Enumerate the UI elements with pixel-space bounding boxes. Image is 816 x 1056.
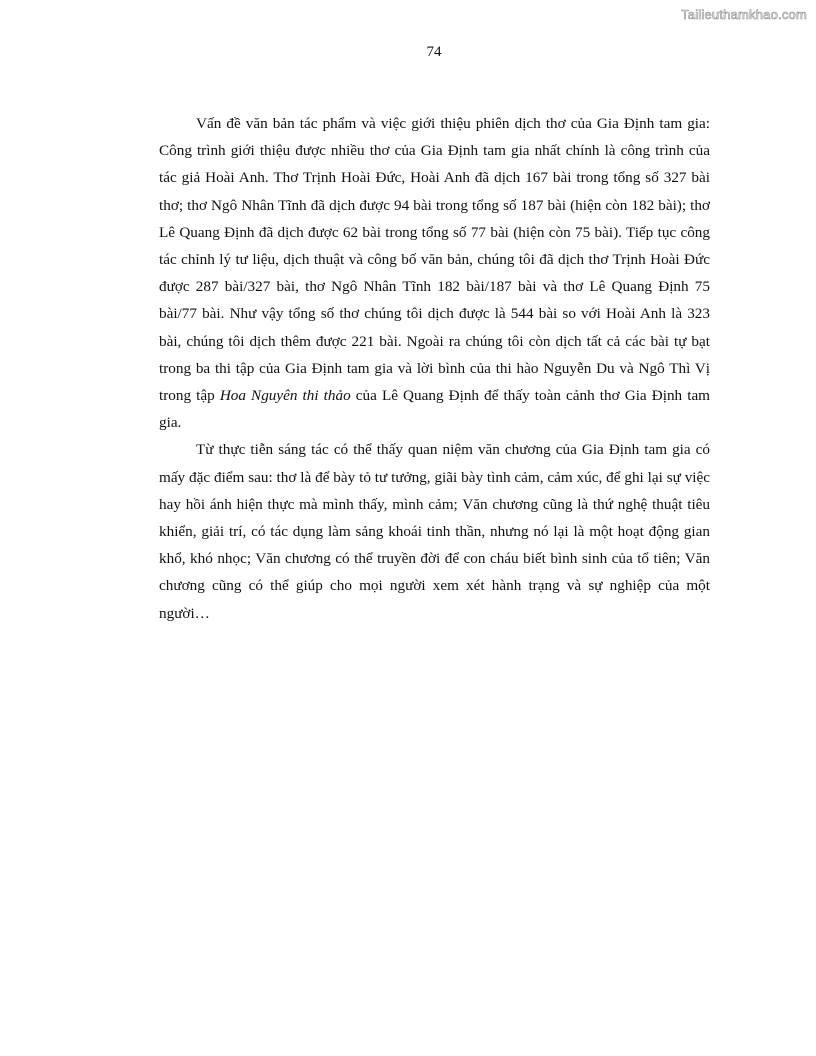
paragraph-1 [159, 110, 710, 436]
paragraph-1-ending: của Lê Quang Định để thấy toàn cảnh thơ Gia Định tam gia. [159, 387, 710, 432]
page-number: 74 [426, 44, 442, 60]
book-title: Hoa Nguyên thi thảo [219, 387, 351, 405]
body-text [159, 110, 710, 627]
paragraph-1-text: Vấn đề văn bản tác phẩm và việc giới thiệu phiên dịch thơ của Gia Định tam gia: Công trình giới thiệu được nhiều thơ của Gia Định tam gia nhất chính là công trình của tác giả Hoài Anh. Thơ Trịnh Hoài Đức, Hoài Anh đã dịch 167 bài trong tổng số 327 bài thơ; thơ Ngô Nhân Tĩnh đã dịch được 94 bài trong tổng số 187 bài (hiện còn 182 bài); thơ Lê Quang Định đã dịch được 62 bài trong tổng số 77 bài (hiện còn 75 bài). Tiếp tục công tác chỉnh lý tư liệu, dịch thuật và công bố văn bản, chúng tôi đã dịch thơ Trịnh Hoài Đức được 287 bài/327 bài, thơ Ngô Nhân Tĩnh 182 bài/187 bài và thơ Lê Quang Định 75 bài/77 bài. Như vậy tổng số thơ chúng tôi dịch được là 544 bài so với Hoài Anh là 323 bài, chúng tôi dịch thêm được 221 bài. Ngoài ra chúng tôi còn dịch tất cả các bài tự bạt trong ba thi tập của Gia Định tam gia và lời bình của thi hào Nguyễn Du và Ngô Thì Vị trong tập [159, 115, 710, 405]
paragraph-2: Từ thực tiễn sáng tác có thể thấy quan niệm văn chương của Gia Định tam gia có mấy đặc điểm sau: thơ là để bày tỏ tư tưởng, giãi bày tình cảm, cảm xúc, để ghi lại sự việc hay hồi ánh hiện thực mà mình thấy, mình cảm; Văn chương cũng là thứ nghệ thuật tiêu khiển, giải trí, có tác dụng làm sảng khoái tinh thần, nhưng nó lại là một hoạt động gian khổ, khó nhọc; Văn chương có thể truyền đời để con cháu biết bình sinh của tổ tiên; Văn chương cũng có thể giúp cho mọi người xem xét hành trạng và sự nghiệp của một người… [159, 441, 710, 622]
watermark: Tailieuthamkhao.com [681, 7, 807, 22]
